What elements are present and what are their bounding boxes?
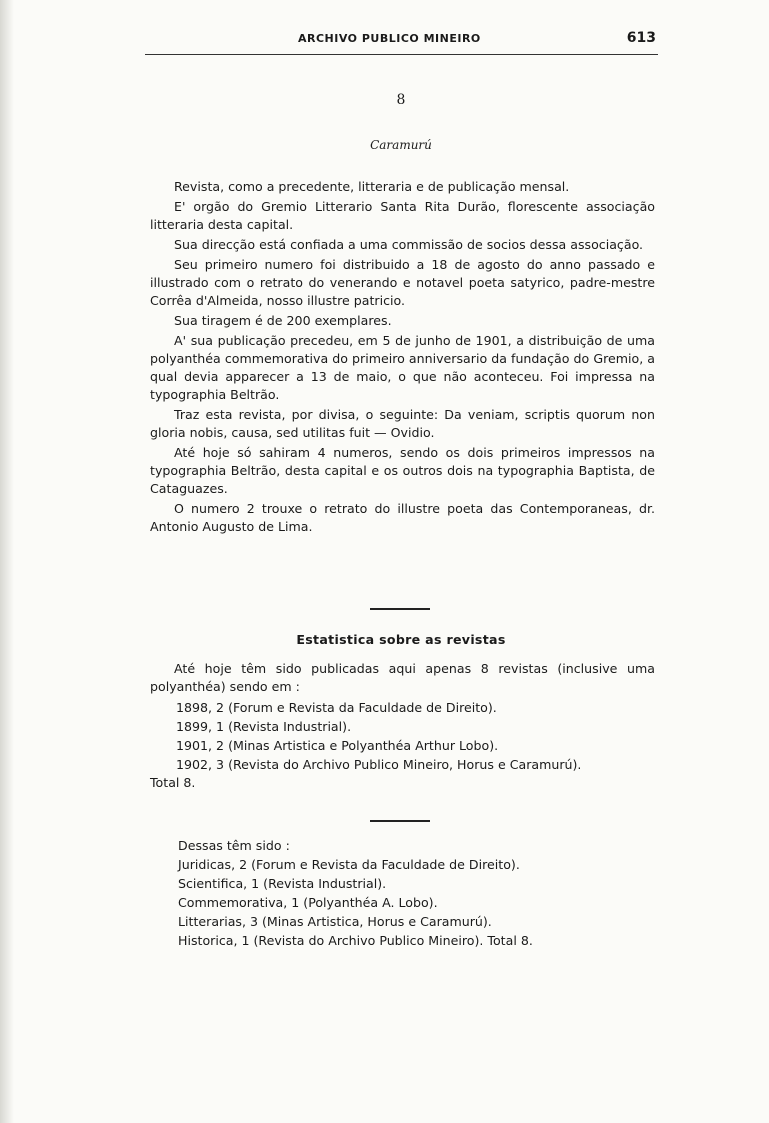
section-divider (370, 608, 430, 610)
section-divider (370, 820, 430, 822)
section-title: Caramurú (370, 138, 432, 152)
page-header (150, 28, 658, 50)
section-body (150, 178, 655, 538)
paragraph: Seu primeiro numero foi distribuido a 18 de agosto do anno passado e illustrado com o retrato do venerando e notavel poeta satyrico, padre-mestre Corrêa d'Almeida, nosso illustre patricio. (150, 257, 655, 308)
statistics-intro: Até hoje têm sido publicadas aqui apenas 8 revistas (inclusive uma polyanthéa) sendo em : (150, 661, 655, 694)
summary-intro: Dessas têm sido : (178, 838, 290, 853)
header-rule (145, 54, 658, 55)
year-item: 1901, 2 (Minas Artistica e Polyanthéa Arthur Lobo). (176, 738, 499, 753)
year-item: 1899, 1 (Revista Industrial). (176, 719, 352, 734)
paragraph: Revista, como a precedente, litteraria e de publicação mensal. (174, 179, 570, 194)
year-list (150, 698, 655, 774)
page-binding-edge (0, 0, 14, 1123)
category-item: Historica, 1 (Revista do Archivo Publico Mineiro). Total 8. (178, 933, 533, 948)
category-item: Juridicas, 2 (Forum e Revista da Faculdade de Direito). (178, 857, 520, 872)
paragraph: E' orgão do Gremio Litterario Santa Rita Durão, florescente associação litteraria desta capital. (150, 199, 655, 232)
summary-block (178, 836, 658, 950)
paragraph: Até hoje só sahiram 4 numeros, sendo os dois primeiros impressos na typographia Beltrão, desta capital e os outros dois na typographia Baptista, de Cataguazes. (150, 445, 655, 496)
year-item: 1898, 2 (Forum e Revista da Faculdade de Direito). (176, 700, 497, 715)
statistics-heading: Estatistica sobre as revistas (296, 632, 506, 647)
category-item: Litterarias, 3 (Minas Artistica, Horus e Caramurú). (178, 914, 492, 929)
paragraph: Sua tiragem é de 200 exemplares. (174, 313, 392, 328)
statistics-body (150, 660, 655, 792)
paragraph: Traz esta revista, por divisa, o seguinte: Da veniam, scriptis quorum non gloria nobis, causa, sed utilitas fuit — Ovidio. (150, 407, 655, 440)
running-title: ARCHIVO PUBLICO MINEIRO (298, 32, 481, 45)
statistics-total: Total 8. (150, 775, 196, 790)
section-number: 8 (396, 92, 406, 108)
category-item: Commemorativa, 1 (Polyanthéa A. Lobo). (178, 895, 438, 910)
page-number: 613 (626, 30, 656, 46)
category-item: Scientifica, 1 (Revista Industrial). (178, 876, 387, 891)
paragraph: Sua direcção está confiada a uma commissão de socios dessa associação. (174, 237, 644, 252)
paragraph: O numero 2 trouxe o retrato do illustre poeta das Contemporaneas, dr. Antonio Augusto de Lima. (150, 501, 655, 534)
year-item: 1902, 3 (Revista do Archivo Publico Mineiro, Horus e Caramurú). (176, 757, 582, 772)
paragraph: A' sua publicação precedeu, em 5 de junho de 1901, a distribuição de uma polyanthéa commemorativa do primeiro anniversario da fundação do Gremio, a qual devia apparecer a 13 de maio, o que não aconteceu. Foi impressa na typographia Beltrão. (150, 333, 655, 402)
